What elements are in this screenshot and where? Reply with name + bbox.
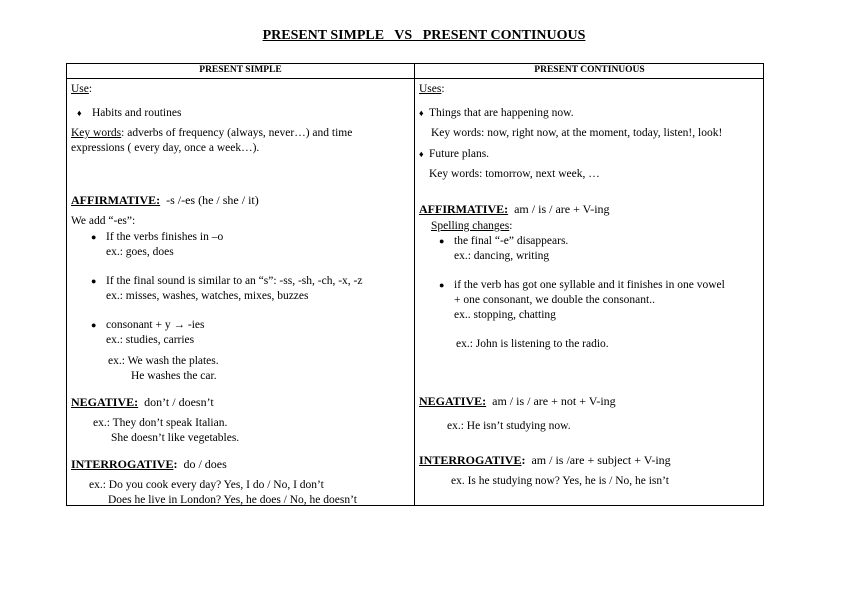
diamond-bullet-icon: ♦ [419, 149, 424, 159]
right-negative: NEGATIVE: am / is / are + not + V-ing [419, 394, 616, 408]
left-rule-1: If the verbs finishes in –o [106, 231, 224, 243]
right-use-1-keywords: Key words: now, right now, at the moment, today, listen!, look! [431, 127, 723, 139]
left-affirmative: AFFIRMATIVE: -s /-es (he / she / it) [71, 193, 259, 207]
right-use-2-keywords: Key words: tomorrow, next week, … [429, 168, 600, 180]
right-spelling-1: the final “-e” disappears. [454, 235, 569, 247]
left-negative: NEGATIVE: don’t / doesn’t [71, 395, 214, 409]
bullet-icon: ● [439, 280, 445, 290]
left-rule-3: consonant + y → -ies [106, 319, 205, 331]
left-key-words: Key words: adverbs of frequency (always, never…) and time [71, 127, 353, 139]
bullet-icon: ● [91, 276, 97, 286]
bullet-icon: ● [439, 236, 445, 246]
left-interrogative-example-2: Does he live in London? Yes, he does / No, he doesn’t [108, 494, 357, 506]
right-use-1: Things that are happening now. [429, 107, 574, 119]
right-spelling-2: if the verb has got one syllable and it finishes in one vowel [454, 279, 725, 291]
page-title: PRESENT SIMPLE VS PRESENT CONTINUOUS [262, 28, 586, 43]
right-affirmative: AFFIRMATIVE: am / is / are + V-ing [419, 202, 610, 216]
right-uses-heading: Uses: [419, 83, 445, 95]
left-we-add: We add “-es”: [71, 215, 136, 227]
header-divider [67, 78, 763, 79]
left-rule-1-example: ex.: goes, does [106, 246, 174, 258]
left-key-words-cont: expressions ( every day, once a week…). [71, 142, 260, 154]
right-negative-example: ex.: He isn’t studying now. [447, 420, 571, 432]
diamond-bullet-icon: ♦ [77, 108, 82, 118]
right-spelling-2-cont: + one consonant, we double the consonant.. [454, 294, 655, 306]
right-affirmative-example: ex.: John is listening to the radio. [456, 338, 609, 350]
left-negative-example-1: ex.: They don’t speak Italian. [93, 417, 228, 429]
left-interrogative: INTERROGATIVE: do / does [71, 457, 227, 471]
column-divider [414, 64, 415, 505]
left-column-header: PRESENT SIMPLE [199, 65, 282, 75]
left-affirmative-example-1: ex.: We wash the plates. [108, 355, 219, 367]
right-spelling-2-example: ex.. stopping, chatting [454, 309, 556, 321]
right-use-2: Future plans. [429, 148, 490, 160]
left-negative-example-2: She doesn’t like vegetables. [111, 432, 240, 444]
right-interrogative: INTERROGATIVE: am / is /are + subject + V-ing [419, 453, 671, 467]
left-use-habits: Habits and routines [92, 107, 182, 119]
left-rule-2-example: ex.: misses, washes, watches, mixes, buzzes [106, 290, 309, 302]
right-spelling-changes: Spelling changes: [431, 220, 513, 232]
right-column-header: PRESENT CONTINUOUS [534, 65, 645, 75]
bullet-icon: ● [91, 232, 97, 242]
left-interrogative-example-1: ex.: Do you cook every day? Yes, I do / No, I don’t [89, 479, 324, 491]
right-spelling-1-example: ex.: dancing, writing [454, 250, 550, 262]
bullet-icon: ● [91, 320, 97, 330]
diamond-bullet-icon: ♦ [419, 108, 424, 118]
left-affirmative-example-2: He washes the car. [131, 370, 217, 382]
right-interrogative-example: ex. Is he studying now? Yes, he is / No, he isn’t [451, 475, 669, 487]
left-use-heading: Use: [71, 83, 93, 95]
comparison-table [66, 63, 764, 506]
left-rule-3-example: ex.: studies, carries [106, 334, 195, 346]
left-rule-2: If the final sound is similar to an “s”: -ss, -sh, -ch, -x, -z [106, 275, 363, 287]
